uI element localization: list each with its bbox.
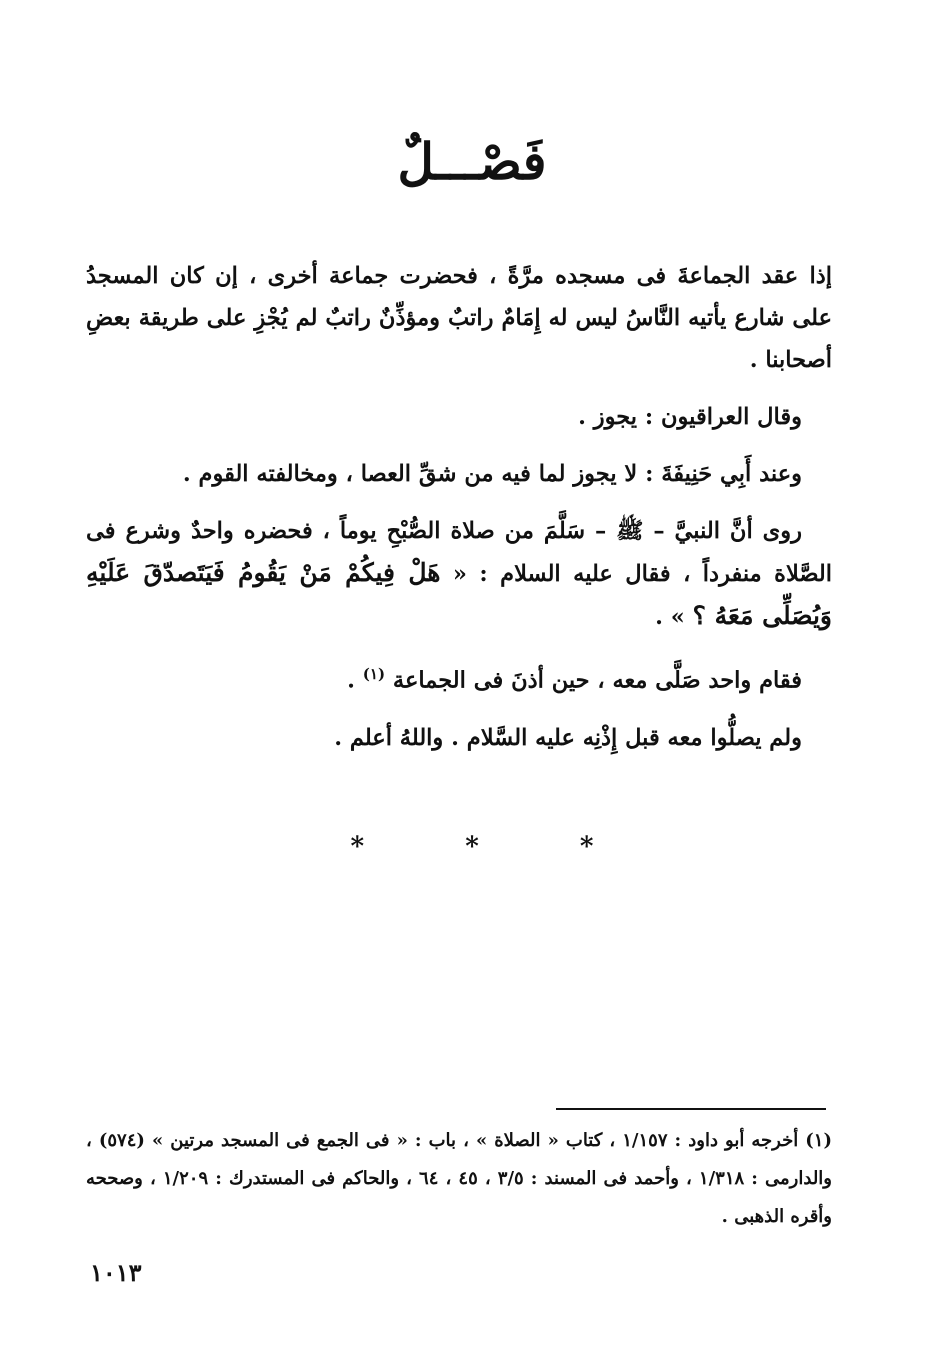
after-text: فقام واحد صَلَّى معه ، حين أذنَ فى الجماعة bbox=[392, 667, 802, 694]
section-heading: فَصْـــلٌ bbox=[397, 132, 547, 191]
paragraph-3: وعند أَبِي حَنِيفَةَ : لا يجوز لما فيه من شقِّ العصا ، ومخالفته القوم . bbox=[182, 461, 802, 487]
footnote-1: (١) أخرجه أبو داود : ١/١٥٧ ، كتاب « الصلاة » ، باب : « فى الجمع فى المسجد مرتين » (٥٧٤) ، والدارمى : ١/٣١٨ ، وأحمد فى المسند : ٣/٥ ، ٤٥ ، ٦٤ ، والحاكم فى المستدرك : ١/٢٠٩ ، وصححه وأقره الذهبى . bbox=[86, 1130, 832, 1227]
page-number: ١٠١٣ bbox=[90, 1258, 142, 1287]
separator-star: * bbox=[579, 832, 594, 862]
paragraph-narration bbox=[86, 510, 832, 638]
footnote-ref: (١) bbox=[362, 665, 386, 683]
narration-intro: روى أنَّ النبيَّ – ﷺ – سَلَّمَ من صلاة الصُّبْحِ يوماً ، فحضره واحدٌ وشرع فى الصَّلاة منفرداً ، فقال عليه السلام : « bbox=[86, 518, 832, 587]
after-end: . bbox=[347, 667, 355, 694]
hadith-quote: هَلْ فِيكُمْ مَنْ يَقُومُ فَيَتَصدّقَ عَلَيْهِ وَيُصَلِّى مَعَهُ ؟ bbox=[86, 558, 832, 630]
paragraph-2: وقال العراقيون : يجوز . bbox=[578, 404, 802, 430]
closing-paragraph: ولم يصلُّوا معه قبل إِذْنِه عليه السَّلام . واللهُ أعلم . bbox=[334, 724, 802, 751]
paragraph-after bbox=[86, 653, 832, 702]
footnote-divider bbox=[556, 1108, 826, 1110]
footnotes bbox=[86, 1122, 832, 1236]
main-text bbox=[86, 255, 832, 774]
separator-star: * bbox=[350, 832, 365, 862]
section-separator bbox=[0, 832, 944, 862]
narration-end: » . bbox=[655, 604, 685, 630]
paragraph-1: إذا عقد الجماعةَ فى مسجده مرَّةً ، فحضرت جماعة أخرى ، إن كان المسجدُ على شارع يأتيه النَّاسُ ليس له إِمَامٌ راتبٌ ومؤذِّنٌ راتبٌ لم يُجْزِ على طريقة بعضِ أصحابنا . bbox=[86, 263, 832, 373]
separator-star: * bbox=[465, 832, 479, 862]
